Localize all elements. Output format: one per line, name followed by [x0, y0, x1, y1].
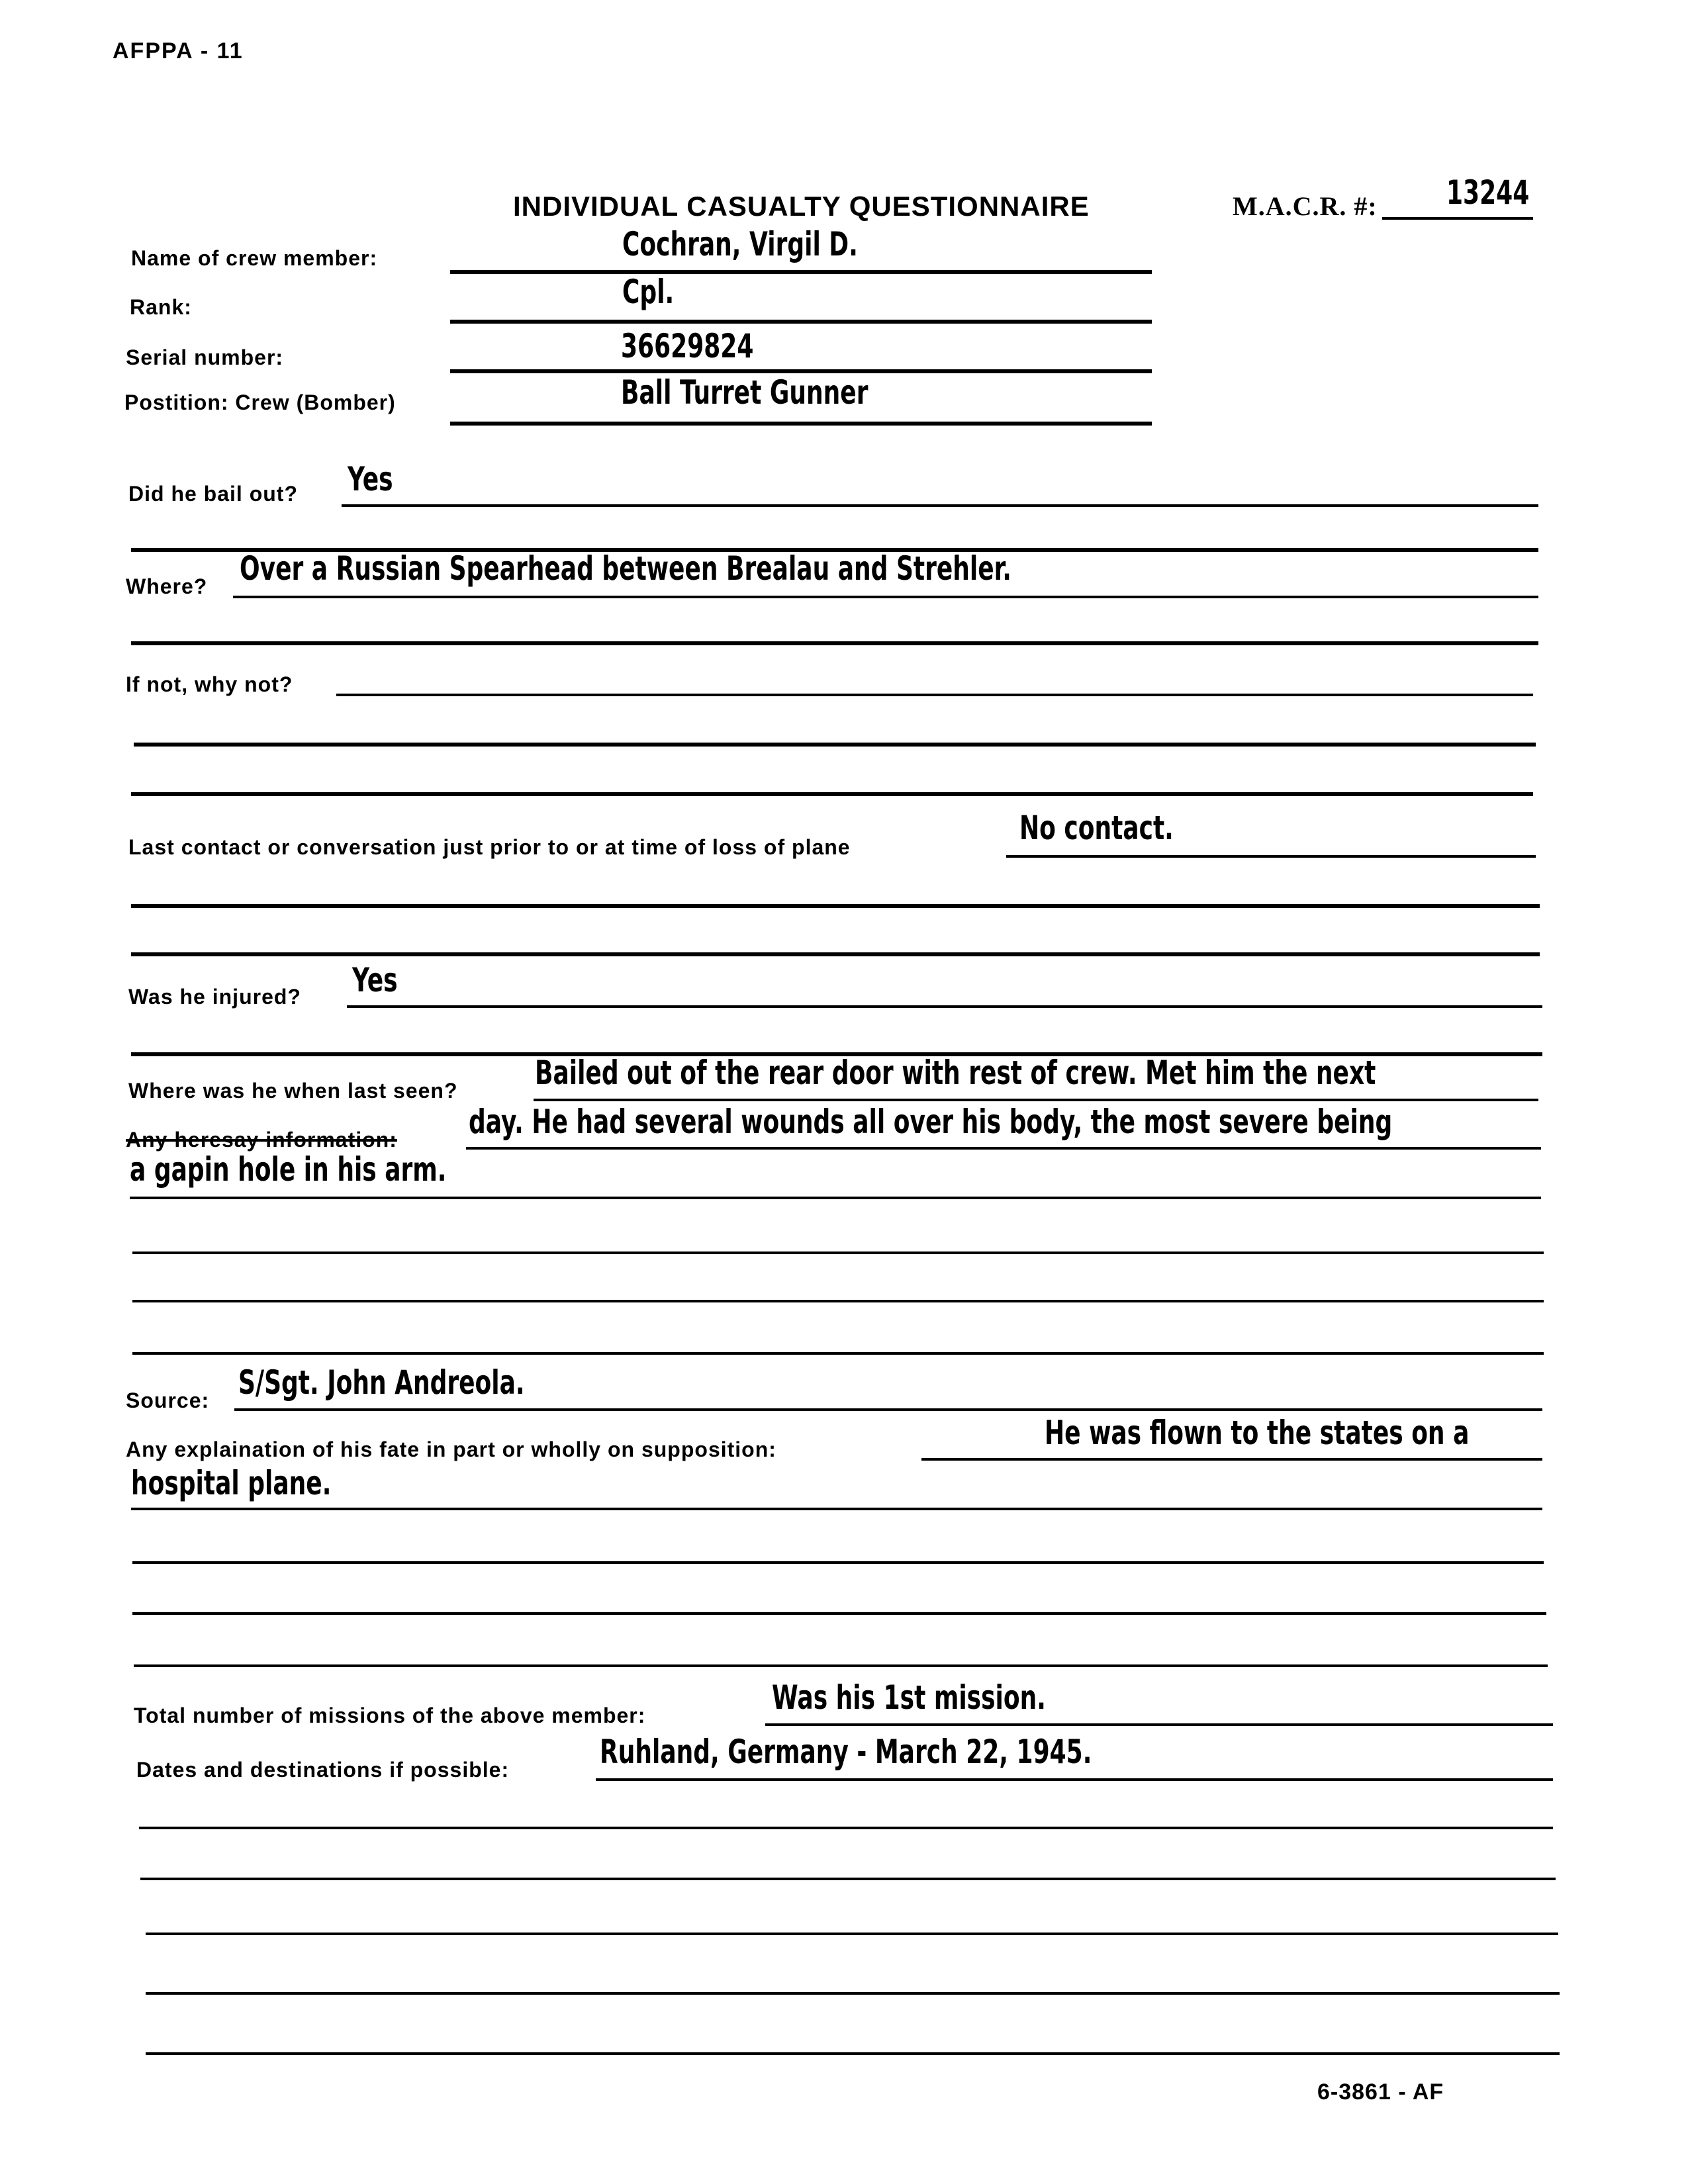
- macr-underline: [1382, 217, 1533, 220]
- rule: [132, 1612, 1546, 1615]
- rule: [146, 1933, 1558, 1935]
- rule: [146, 2052, 1560, 2055]
- rule: [134, 743, 1536, 747]
- rule: [132, 1352, 1544, 1355]
- injured-underline: [347, 1005, 1542, 1008]
- rule: [132, 1300, 1544, 1302]
- where-label: Where?: [126, 574, 208, 598]
- missions-field[interactable]: Was his 1st mission.: [772, 1678, 1046, 1717]
- bail-out-field[interactable]: Yes: [348, 460, 393, 498]
- name-label: Name of crew member:: [131, 246, 378, 270]
- name-underline: [450, 270, 1152, 274]
- rule: [146, 1992, 1560, 1995]
- form-number: 6-3861 - AF: [1317, 2079, 1444, 2105]
- last-seen-line-3[interactable]: a gapin hole in his arm.: [130, 1150, 447, 1189]
- explanation-line-2[interactable]: hospital plane.: [131, 1464, 332, 1502]
- rule: [139, 1827, 1553, 1829]
- last-seen-label: Where was he when last seen?: [128, 1079, 458, 1103]
- explanation-line-1[interactable]: He was flown to the states on a: [1045, 1414, 1470, 1452]
- rule: [140, 1878, 1556, 1880]
- dates-field[interactable]: Ruhland, Germany - March 22, 1945.: [600, 1733, 1092, 1771]
- form-code: AFPPA - 11: [113, 38, 244, 64]
- page-title: INDIVIDUAL CASUALTY QUESTIONNAIRE: [513, 191, 1090, 222]
- injured-label: Was he injured?: [128, 985, 301, 1009]
- missions-label: Total number of missions of the above member:: [134, 1704, 646, 1727]
- source-underline: [234, 1408, 1542, 1411]
- last-contact-underline: [1006, 855, 1536, 858]
- if-not-label: If not, why not?: [126, 672, 293, 696]
- rank-underline: [450, 320, 1152, 324]
- last-contact-label: Last contact or conversation just prior to or at time of loss of plane: [128, 835, 851, 859]
- serial-field[interactable]: 36629824: [621, 327, 754, 365]
- rule: [131, 952, 1540, 956]
- rule: [131, 792, 1533, 796]
- rank-field[interactable]: Cpl.: [622, 273, 675, 311]
- rule: [131, 1508, 1542, 1510]
- rule: [131, 904, 1540, 908]
- where-field[interactable]: Over a Russian Spearhead between Brealau and Strehler.: [240, 549, 1011, 588]
- last-seen-underline-2: [466, 1147, 1541, 1150]
- last-seen-line-2[interactable]: day. He had several wounds all over his body, the most severe being: [469, 1103, 1393, 1141]
- position-label: Postition: Crew (Bomber): [124, 390, 396, 414]
- explanation-label: Any explaination of his fate in part or wholly on supposition:: [126, 1437, 776, 1461]
- rule: [132, 1251, 1544, 1254]
- macr-label: M.A.C.R. #:: [1233, 191, 1378, 221]
- serial-label: Serial number:: [126, 345, 284, 369]
- position-underline: [450, 422, 1152, 426]
- rule: [130, 1197, 1541, 1199]
- rank-label: Rank:: [130, 295, 192, 319]
- source-label: Source:: [126, 1388, 210, 1412]
- where-underline: [233, 596, 1538, 598]
- rule: [132, 1561, 1544, 1564]
- last-seen-line-1[interactable]: Bailed out of the rear door with rest of crew. Met him the next: [535, 1054, 1376, 1092]
- source-field[interactable]: S/Sgt. John Andreola.: [238, 1363, 525, 1402]
- dates-underline: [596, 1778, 1553, 1781]
- macr-number[interactable]: 13244: [1446, 173, 1530, 212]
- bail-out-underline: [342, 504, 1538, 507]
- position-field[interactable]: Ball Turret Gunner: [621, 373, 868, 412]
- heresay-label-struck: Any heresay information:: [126, 1128, 397, 1152]
- if-not-underline: [336, 694, 1533, 696]
- missions-underline: [765, 1723, 1553, 1726]
- injured-field[interactable]: Yes: [352, 961, 398, 999]
- name-field[interactable]: Cochran, Virgil D.: [622, 225, 858, 263]
- dates-label: Dates and destinations if possible:: [136, 1758, 510, 1782]
- last-contact-field[interactable]: No contact.: [1019, 809, 1174, 847]
- last-seen-underline-1: [534, 1099, 1538, 1101]
- rule: [131, 641, 1538, 645]
- rule: [134, 1664, 1548, 1667]
- bail-out-label: Did he bail out?: [128, 482, 298, 506]
- explanation-underline-1: [921, 1458, 1542, 1461]
